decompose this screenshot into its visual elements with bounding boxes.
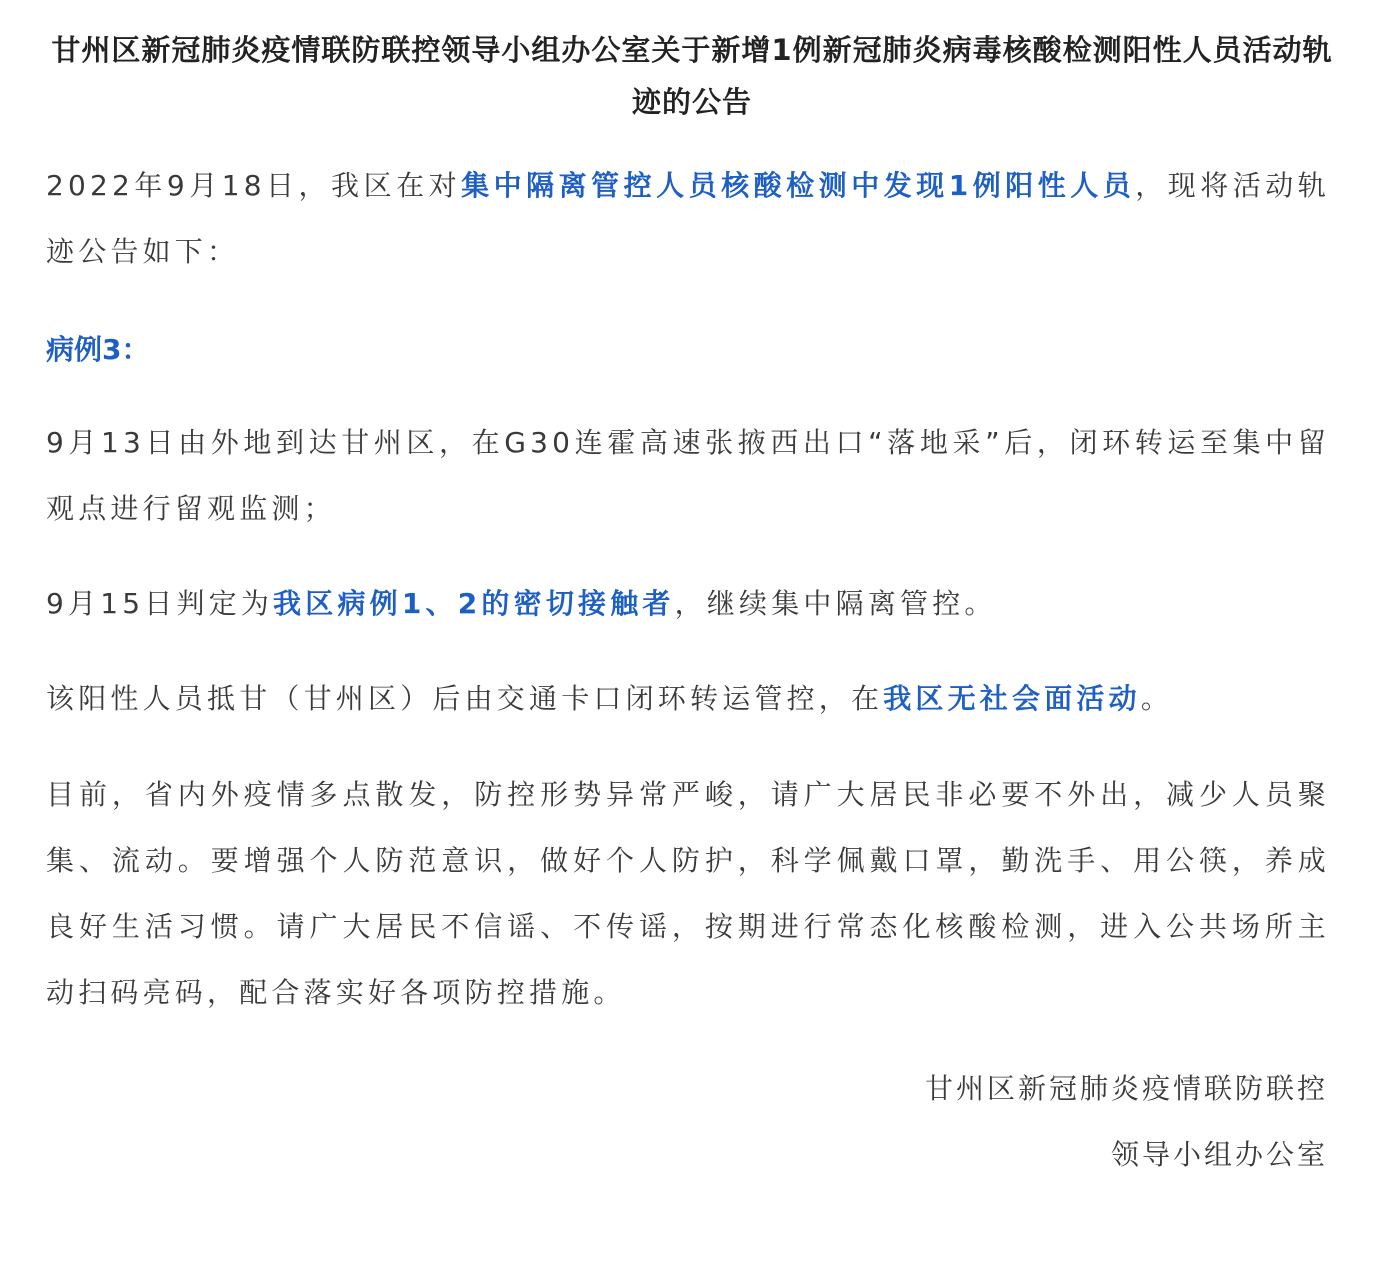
case-label: 病例3： bbox=[46, 333, 150, 366]
transfer-highlight: 我区无社会面活动 bbox=[883, 682, 1141, 715]
signature-line-1: 甘州区新冠肺炎疫情联防联控 bbox=[924, 1072, 1328, 1105]
intro-highlight: 集中隔离管控人员核酸检测中发现1例阳性人员 bbox=[461, 169, 1136, 202]
transfer-text-post: 。 bbox=[1140, 682, 1174, 715]
transfer-text-pre: 该阳性人员抵甘（甘州区）后由交通卡口闭环转运管控，在 bbox=[46, 682, 884, 715]
advice-paragraph: 目前，省内外疫情多点散发，防控形势异常严峻，请广大居民非必要不外出，减少人员聚集、流动。要增强个人防范意识，做好个人防护，科学佩戴口罩，勤洗手、用公筷，养成良好生活习惯。请广大居民不信谣、不传谣，按期进行常态化核酸检测，进入公共场所主动扫码亮码，配合落实好各项防控措施。 bbox=[46, 778, 1330, 1009]
track-paragraph-transfer bbox=[46, 666, 1330, 732]
intro-text-pre: 2022年9月18日，我区在对 bbox=[46, 169, 462, 202]
intro-paragraph bbox=[46, 153, 1330, 285]
track-paragraph-arrival: 9月13日由外地到达甘州区，在G30连霍高速张掖西出口“落地采”后，闭环转运至集中留观点进行留观监测； bbox=[46, 426, 1330, 525]
contact-highlight: 我区病例1、2的密切接触者 bbox=[273, 587, 675, 620]
notice-title: 甘州区新冠肺炎疫情联防联控领导小组办公室关于新增1例新冠肺炎病毒核酸检测阳性人员活动轨迹的公告 bbox=[51, 33, 1333, 119]
contact-text-post: ，继续集中隔离管控。 bbox=[674, 587, 997, 620]
intro-text-post: ，现将活动轨迹公告如下： bbox=[46, 169, 1331, 268]
contact-text-pre: 9月15日判定为 bbox=[46, 587, 274, 620]
track-paragraph-contact bbox=[46, 571, 1330, 637]
signature-line-2: 领导小组办公室 bbox=[1110, 1138, 1328, 1171]
